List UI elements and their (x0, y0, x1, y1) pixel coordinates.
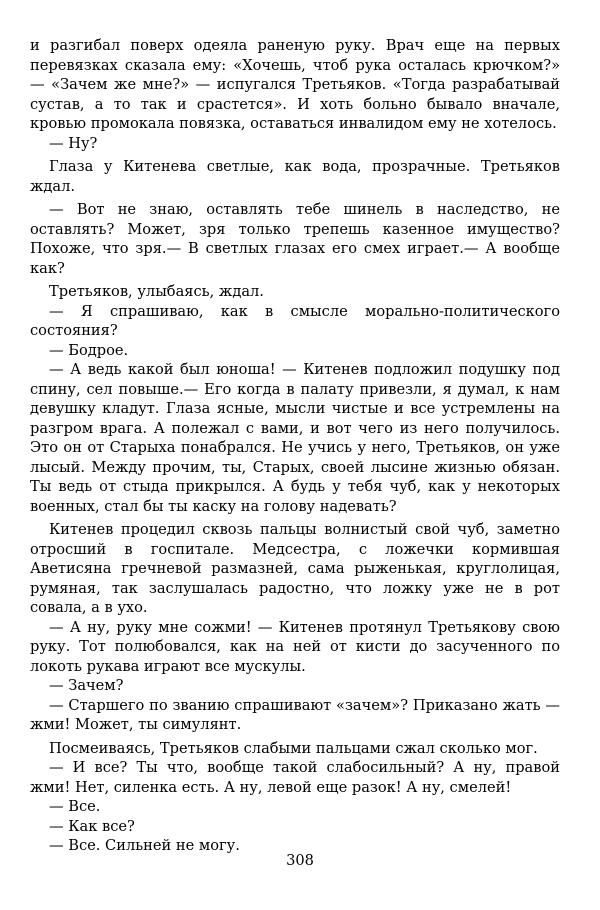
paragraph: — Вот не знаю, оставлять тебе шинель в наследство, не оставлять? Может, зря только трепешь казенное имущество? Похоже, что зря.— В светлых глазах его смех играет.— А вообще как? (30, 201, 560, 277)
paragraph: — А ну, руку мне сожми! — Китенев протянул Третьякову свою руку. Тот полюбовался, как на ней от кисти до засученного по локоть рукава играют все мускулы. (30, 618, 560, 675)
paragraph: — Ну? (49, 134, 98, 152)
paragraph: — Я спрашиваю, как в смысле морально-политического состояния? (30, 302, 560, 339)
paragraph: — А ведь какой был юноша! — Китенев подложил подушку под спину, сел повыше.— Его когда в палату привезли, я думал, к нам девушку кладут. Глаза ясные, мысли чистые и все устремлены на разгром врага. А полежал с вами, и вот чего из него получилось. Это он от Старыха понабрался. Не учись у него, Третьяков, он уже лысый. Между прочим, ты, Старых, своей лысине жизнью обязан. Ты ведь от стыда прикрылся. А будь у тебя чуб, как у некоторых военных, стал бы ты каску на голову надевать? (30, 361, 560, 515)
paragraph: — Бодрое. (49, 341, 129, 359)
paragraph: и разгибал поверх одеяла раненую руку. Врач еще на первых перевязках сказала ему: «Хочешь, чтоб рука осталась крючком?» — «Зачем же мне?» — испугался Третьяков. «Тогда разрабатывай сустав, а то так и срастется». И хоть больно бывало вначале, кровью промокала повязка, оставаться инвалидом ему не хотелось. (30, 37, 560, 132)
paragraph: Китенев процедил сквозь пальцы волнистый свой чуб, заметно отросший в госпитале. Медсестра, с ложечки кормившая Аветисяна гречневой размазней, сама рыженькая, круглолицая, румяная, так заслушалась радостно, что ложку уже не в рот совала, а в ухо. (30, 521, 560, 616)
page-text (30, 36, 560, 856)
page-number: 308 (286, 852, 314, 869)
paragraph: — Как все? (49, 817, 135, 835)
paragraph: Посмеиваясь, Третьяков слабыми пальцами сжал сколько мог. (49, 739, 538, 757)
paragraph: — Все. Сильней не могу. (49, 837, 240, 854)
paragraph: Третьяков, улыбаясь, ждал. (49, 283, 264, 300)
paragraph: Глаза у Китенева светлые, как вода, прозрачные. Третьяков ждал. (30, 158, 560, 195)
paragraph: — Все. (49, 798, 101, 815)
paragraph: — И все? Ты что, вообще такой слабосильный? А ну, правой жми! Нет, силенка есть. А ну, левой еще разок! А ну, смелей! (30, 759, 560, 796)
paragraph: — Зачем? (49, 677, 124, 694)
paragraph: — Старшего по званию спрашивают «зачем»? Приказано жать — жми! Может, ты симулянт. (30, 696, 560, 733)
